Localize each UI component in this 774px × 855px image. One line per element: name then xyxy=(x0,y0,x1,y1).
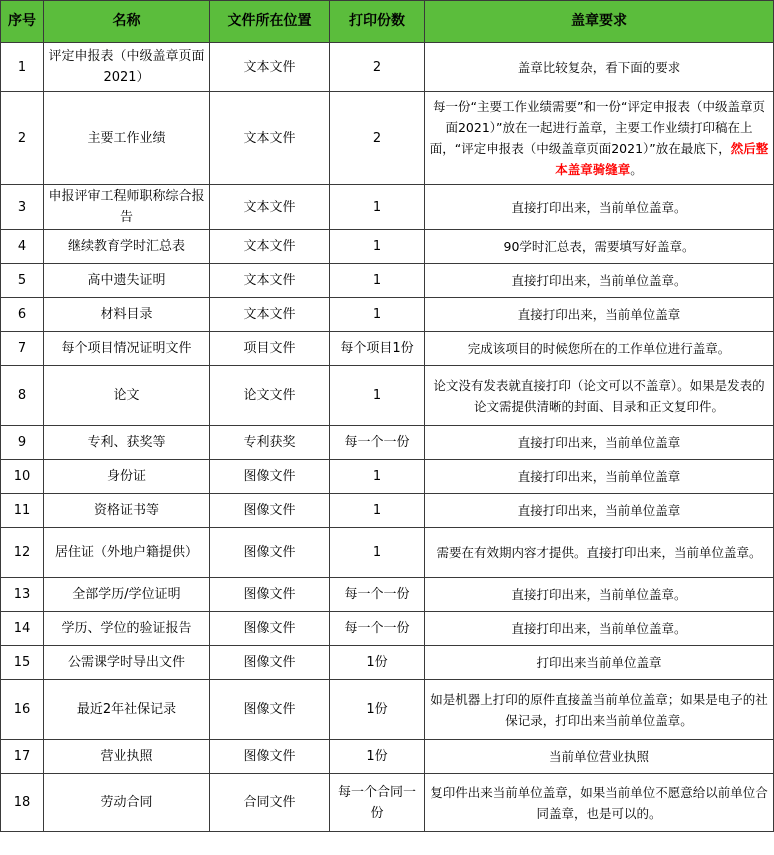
cell-name: 居住证（外地户籍提供） xyxy=(44,528,210,578)
requirement-text: 直接打印出来，当前单位盖章 xyxy=(517,469,681,484)
cell-requirement xyxy=(425,646,774,680)
cell-requirement xyxy=(425,185,774,230)
cell-location: 合同文件 xyxy=(210,774,330,832)
cell-copies: 每一个合同一份 xyxy=(330,774,425,832)
cell-copies: 每一个一份 xyxy=(330,612,425,646)
cell-no: 3 xyxy=(1,185,44,230)
cell-no: 18 xyxy=(1,774,44,832)
requirement-text: 直接打印出来，当前单位盖章。 xyxy=(511,587,687,602)
cell-no: 10 xyxy=(1,460,44,494)
header-requirement: 盖章要求 xyxy=(425,1,774,43)
cell-location: 文本文件 xyxy=(210,43,330,92)
cell-requirement xyxy=(425,264,774,298)
cell-name: 每个项目情况证明文件 xyxy=(44,332,210,366)
cell-location: 文本文件 xyxy=(210,264,330,298)
cell-no: 9 xyxy=(1,426,44,460)
cell-no: 4 xyxy=(1,230,44,264)
cell-copies: 每一个一份 xyxy=(330,578,425,612)
cell-no: 15 xyxy=(1,646,44,680)
cell-location: 项目文件 xyxy=(210,332,330,366)
cell-no: 16 xyxy=(1,680,44,740)
cell-name: 学历、学位的验证报告 xyxy=(44,612,210,646)
cell-name: 继续教育学时汇总表 xyxy=(44,230,210,264)
table-row xyxy=(1,264,774,298)
table-row xyxy=(1,426,774,460)
header-location: 文件所在位置 xyxy=(210,1,330,43)
cell-requirement xyxy=(425,528,774,578)
cell-requirement xyxy=(425,774,774,832)
cell-no: 7 xyxy=(1,332,44,366)
cell-requirement xyxy=(425,426,774,460)
cell-location: 图像文件 xyxy=(210,494,330,528)
table-row xyxy=(1,646,774,680)
cell-name: 最近2年社保记录 xyxy=(44,680,210,740)
cell-no: 1 xyxy=(1,43,44,92)
cell-location: 图像文件 xyxy=(210,680,330,740)
cell-location: 文本文件 xyxy=(210,298,330,332)
cell-requirement xyxy=(425,366,774,426)
cell-name: 材料目录 xyxy=(44,298,210,332)
cell-requirement xyxy=(425,680,774,740)
table-body xyxy=(1,43,774,832)
table-row xyxy=(1,774,774,832)
requirement-text: 直接打印出来，当前单位盖章。 xyxy=(511,273,687,288)
cell-name: 劳动合同 xyxy=(44,774,210,832)
requirement-text: 直接打印出来，当前单位盖章。 xyxy=(511,621,687,636)
cell-copies: 2 xyxy=(330,43,425,92)
cell-location: 文本文件 xyxy=(210,92,330,185)
cell-requirement xyxy=(425,298,774,332)
cell-copies: 1 xyxy=(330,366,425,426)
cell-name: 评定申报表（中级盖章页面2021） xyxy=(44,43,210,92)
cell-requirement xyxy=(425,612,774,646)
requirement-text: 打印出来当前单位盖章 xyxy=(536,655,662,670)
requirement-text: 论文没有发表就直接打印（论文可以不盖章）。如果是发表的论文需提供清晰的封面、目录和正文复印件。 xyxy=(433,377,765,414)
cell-copies: 1份 xyxy=(330,680,425,740)
cell-name: 营业执照 xyxy=(44,740,210,774)
requirement-text: 如是机器上打印的原件直接盖当前单位盖章；如果是电子的社保记录，打印出来当前单位盖章。 xyxy=(430,691,768,728)
cell-copies: 2 xyxy=(330,92,425,185)
cell-requirement xyxy=(425,332,774,366)
cell-name: 主要工作业绩 xyxy=(44,92,210,185)
cell-location: 图像文件 xyxy=(210,646,330,680)
cell-name: 专利、获奖等 xyxy=(44,426,210,460)
cell-name: 身份证 xyxy=(44,460,210,494)
cell-name: 资格证书等 xyxy=(44,494,210,528)
cell-copies: 1 xyxy=(330,298,425,332)
requirement-text: 直接打印出来，当前单位盖章 xyxy=(517,307,681,322)
cell-location: 文本文件 xyxy=(210,230,330,264)
header-row xyxy=(1,1,774,43)
table-row xyxy=(1,460,774,494)
table-row xyxy=(1,43,774,92)
cell-copies: 每一个一份 xyxy=(330,426,425,460)
table-row xyxy=(1,366,774,426)
cell-name: 高中遗失证明 xyxy=(44,264,210,298)
cell-requirement xyxy=(425,92,774,185)
cell-name: 申报评审工程师职称综合报告 xyxy=(44,185,210,230)
cell-location: 文本文件 xyxy=(210,185,330,230)
requirement-text: 完成该项目的时候您所在的工作单位进行盖章。 xyxy=(467,341,731,356)
cell-copies: 1 xyxy=(330,230,425,264)
cell-no: 8 xyxy=(1,366,44,426)
cell-no: 14 xyxy=(1,612,44,646)
cell-no: 17 xyxy=(1,740,44,774)
cell-location: 图像文件 xyxy=(210,612,330,646)
cell-copies: 1份 xyxy=(330,646,425,680)
requirement-end: 。 xyxy=(630,162,643,177)
table-row xyxy=(1,494,774,528)
cell-no: 11 xyxy=(1,494,44,528)
cell-copies: 1 xyxy=(330,185,425,230)
requirement-text: 每一份“主要工作业绩需要”和一份“评定申报表（中级盖章页面2021）”放在一起进行盖章，主要工作业绩打印稿在上面，“评定申报表（中级盖章页面2021）”放在最底下， xyxy=(429,99,765,156)
header-no: 序号 xyxy=(1,1,44,43)
cell-name: 全部学历/学位证明 xyxy=(44,578,210,612)
table-row xyxy=(1,332,774,366)
cell-no: 6 xyxy=(1,298,44,332)
cell-location: 图像文件 xyxy=(210,740,330,774)
cell-name: 公需课学时导出文件 xyxy=(44,646,210,680)
cell-name: 论文 xyxy=(44,366,210,426)
table-row xyxy=(1,92,774,185)
requirement-text: 当前单位营业执照 xyxy=(548,749,649,764)
requirement-text: 直接打印出来，当前单位盖章 xyxy=(517,435,681,450)
header-copies: 打印份数 xyxy=(330,1,425,43)
table-row xyxy=(1,612,774,646)
cell-location: 论文文件 xyxy=(210,366,330,426)
cell-no: 2 xyxy=(1,92,44,185)
cell-location: 专利获奖 xyxy=(210,426,330,460)
requirement-text: 盖章比较复杂，看下面的要求 xyxy=(517,59,681,75)
requirement-text: 复印件出来当前单位盖章，如果当前单位不愿意给以前单位合同盖章，也是可以的。 xyxy=(430,784,768,821)
cell-location: 图像文件 xyxy=(210,528,330,578)
table-row xyxy=(1,528,774,578)
cell-copies: 1 xyxy=(330,494,425,528)
cell-copies: 1份 xyxy=(330,740,425,774)
requirement-text: 需要在有效期内容才提供。直接打印出来，当前单位盖章。 xyxy=(436,545,762,560)
table-row xyxy=(1,298,774,332)
table-row xyxy=(1,740,774,774)
cell-no: 12 xyxy=(1,528,44,578)
header-name: 名称 xyxy=(44,1,210,43)
cell-requirement xyxy=(425,460,774,494)
table-row xyxy=(1,185,774,230)
requirement-text: 90学时汇总表，需要填写好盖章。 xyxy=(503,239,695,254)
table-row xyxy=(1,680,774,740)
cell-location: 图像文件 xyxy=(210,460,330,494)
cell-requirement xyxy=(425,43,774,92)
requirement-text: 直接打印出来，当前单位盖章 xyxy=(517,503,681,518)
cell-requirement xyxy=(425,230,774,264)
cell-copies: 每个项目1份 xyxy=(330,332,425,366)
cell-requirement xyxy=(425,740,774,774)
cell-copies: 1 xyxy=(330,264,425,298)
table-row xyxy=(1,578,774,612)
cell-copies: 1 xyxy=(330,528,425,578)
requirement-highlight: 然后整本盖章骑缝章 xyxy=(555,141,769,177)
cell-no: 13 xyxy=(1,578,44,612)
table-row xyxy=(1,230,774,264)
cell-copies: 1 xyxy=(330,460,425,494)
cell-no: 5 xyxy=(1,264,44,298)
requirement-text: 直接打印出来，当前单位盖章。 xyxy=(511,199,687,215)
cell-requirement xyxy=(425,494,774,528)
cell-requirement xyxy=(425,578,774,612)
cell-location: 图像文件 xyxy=(210,578,330,612)
